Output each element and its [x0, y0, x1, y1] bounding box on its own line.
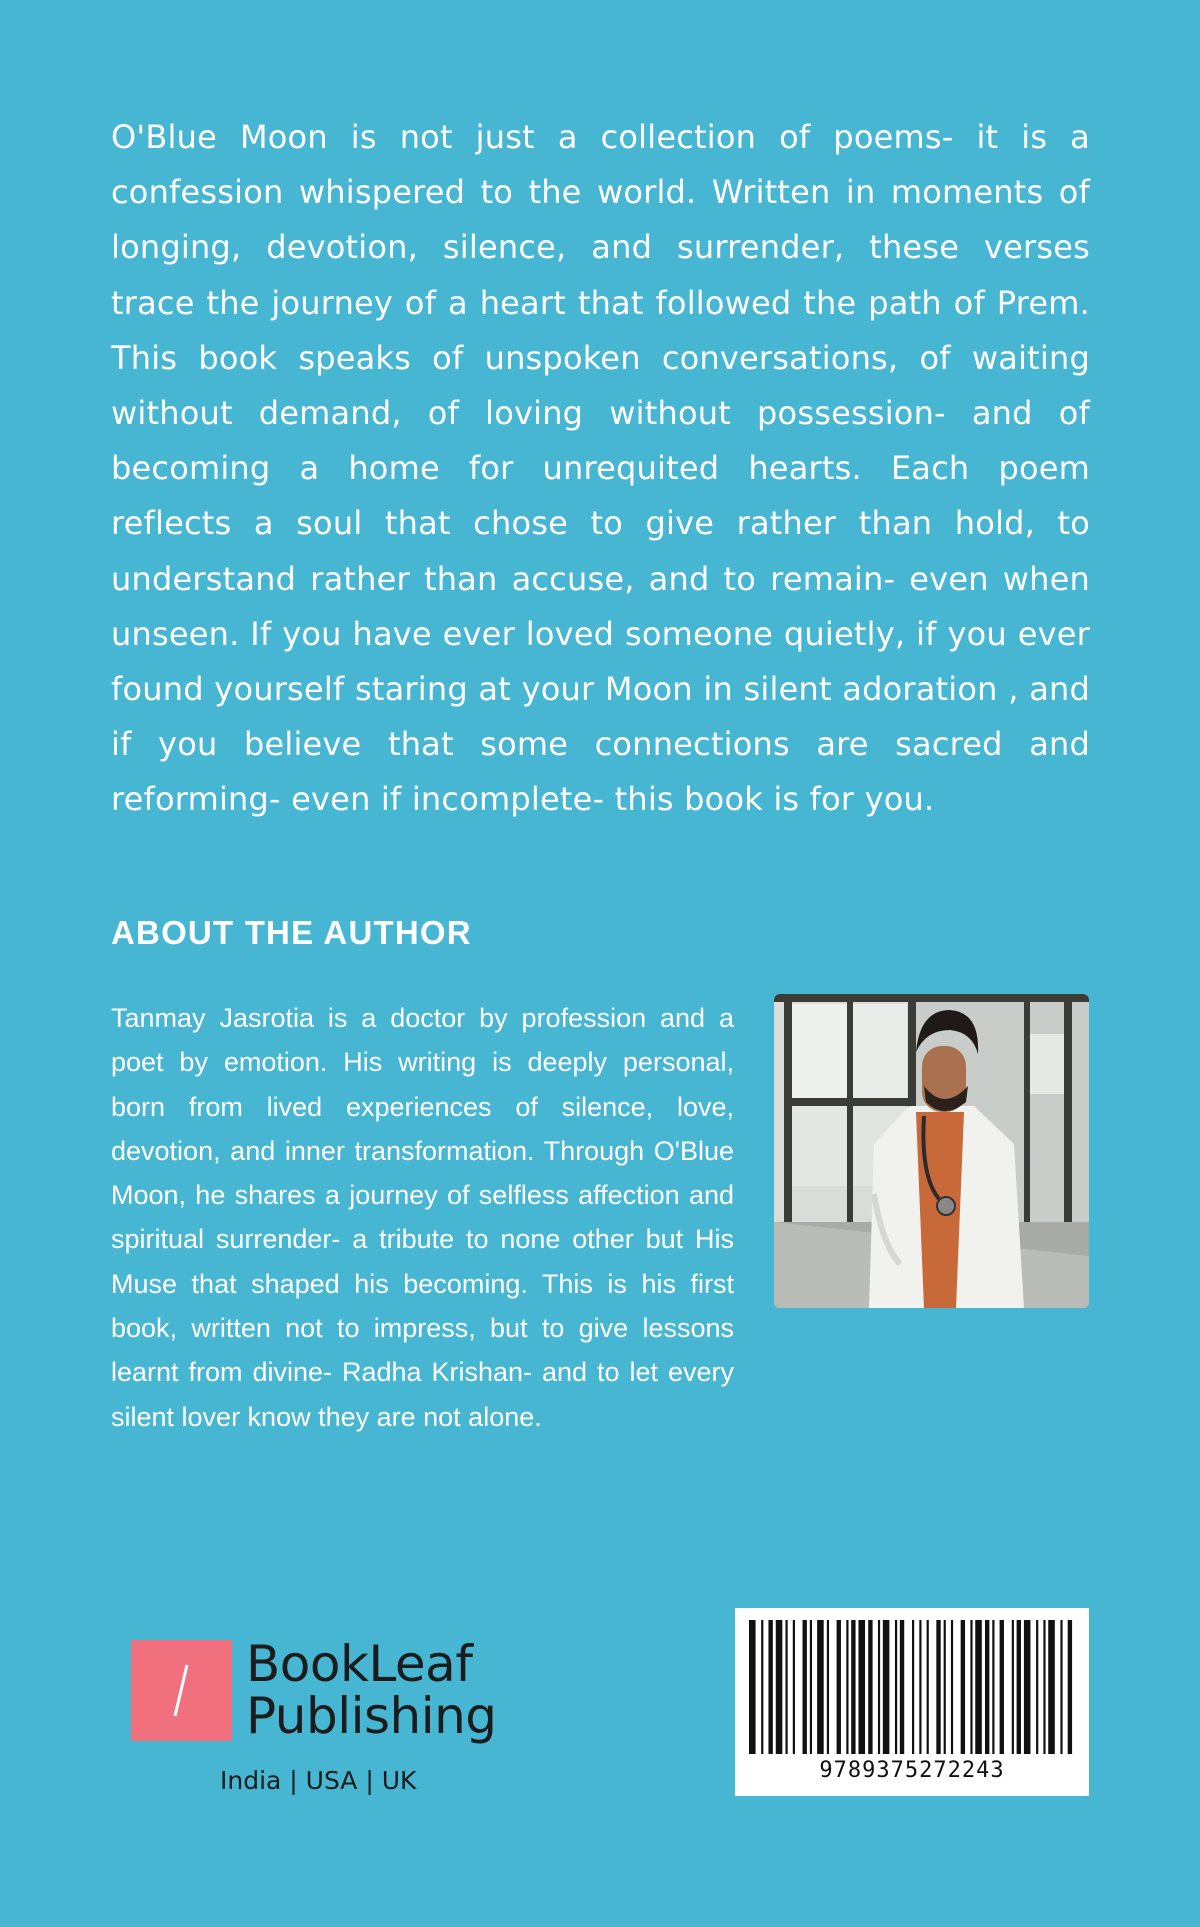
isbn-number: 9789375272243	[819, 1758, 1005, 1783]
author-photo	[774, 994, 1089, 1308]
bookleaf-logo-icon	[131, 1640, 232, 1741]
isbn-barcode	[735, 1608, 1089, 1796]
back-cover-blurb: O'Blue Moon is not just a collection of poems- it is a confession whispered to the world. Written in moments of longing, devotion, silence, and surrender, these verses trace the journey of a heart that followed the path of Prem. This book speaks of unspoken conversations, of waiting without demand, of loving without possession- and of becoming a home for unrequited hearts. Each poem reflects a soul that chose to give rather than hold, to understand rather than accuse, and to remain- even when unseen. If you have ever loved someone quietly, if you ever found yourself staring at your Moon in silent adoration , and if you believe that some connections are sacred and reforming- even if incomplete- this book is for you.	[111, 118, 1090, 819]
about-author-text: Tanmay Jasrotia is a doctor by profession and a poet by emotion. His writing is deeply personal, born from lived experiences of silence, love, devotion, and inner transformation. Through O'Blue Moon, he shares a journey of selfless affection and spiritual surrender- a tribute to none other but His Muse that shaped his becoming. This is his first book, written not to impress, but to give lessons learnt from divine- Radha Krishan- and to let every silent lover know they are not alone.	[111, 1003, 734, 1432]
publisher-regions: India | USA | UK	[220, 1766, 417, 1795]
barcode-bars	[749, 1620, 1075, 1754]
publisher-name-line1: BookLeaf	[246, 1635, 473, 1693]
publisher-name-line2: Publishing	[246, 1687, 497, 1745]
publisher-logo	[131, 1636, 531, 1806]
about-author-heading: ABOUT THE AUTHOR	[111, 914, 472, 951]
author-photo-illustration	[774, 994, 1089, 1308]
